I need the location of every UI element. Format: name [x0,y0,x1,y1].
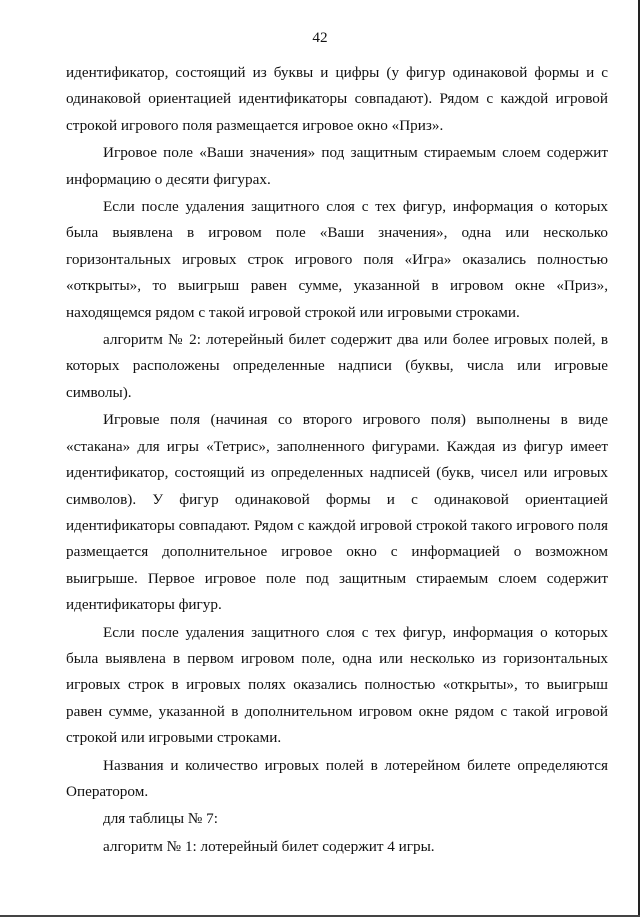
paragraph-win-condition-2: Если после удаления защитного слоя с тех фигур, информация о которых была выявлена в первом игровом поле, одна или несколько из горизонтальных игровых строк в игровых полях оказались полностью «открыты», то выигрыш равен сумме, указанной в дополнительном игровом окне рядом с такой игровой строкой или игровыми строками. [66,623,608,747]
page-number: 42 [312,29,328,46]
paragraph-algorithm-1: алгоритм № 1: лотерейный билет содержит 4 игры. [103,837,435,855]
paragraph-tetris-fields: Игровые поля (начиная со второго игрового поля) выполнены в виде «стакана» для игры «Тетрис», заполненного фигурами. Каждая из фигур имеет идентификатор, состоящий из определенных надписей (букв, чисел или игровых символов). У фигур одинаковой формы и с одинаковой ориентацией идентификаторы совпадают. Рядом с каждой игровой строкой такого игрового поля размещается дополнительное игровое окно с информацией о возможном выигрыше. Первое игровое поле под защитным стираемым слоем содержит идентификаторы фигур. [66,411,608,614]
paragraph-table-7: для таблицы № 7: [103,810,218,828]
paragraph-your-values-field: Игровое поле «Ваши значения» под защитным стираемым слоем содержит информацию о десяти фигурах. [66,144,608,188]
paragraph-continuation: идентификатор, состоящий из буквы и цифры (у фигур одинаковой формы и с одинаковой ориентацией идентификаторы совпадают). Рядом с каждой игровой строкой игрового поля размещается игровое окно «Приз». [66,64,608,134]
document-body [66,60,608,860]
paragraph-algorithm-2: алгоритм № 2: лотерейный билет содержит два или более игровых полей, в которых расположены определенные надписи (буквы, числа или игровые символы). [66,331,608,401]
paragraph-operator: Названия и количество игровых полей в лотерейном билете определяются Оператором. [66,756,608,800]
paragraph-win-condition-1: Если после удаления защитного слоя с тех фигур, информация о которых была выявлена в игровом поле «Ваши значения», одна или несколько горизонтальных игровых строк игрового поля «Игра» оказались полностью «открыты», то выигрыш равен сумме, указанной в игровом окне «Приз», находящемся рядом с такой игровой строкой или игровыми строками. [66,198,608,321]
